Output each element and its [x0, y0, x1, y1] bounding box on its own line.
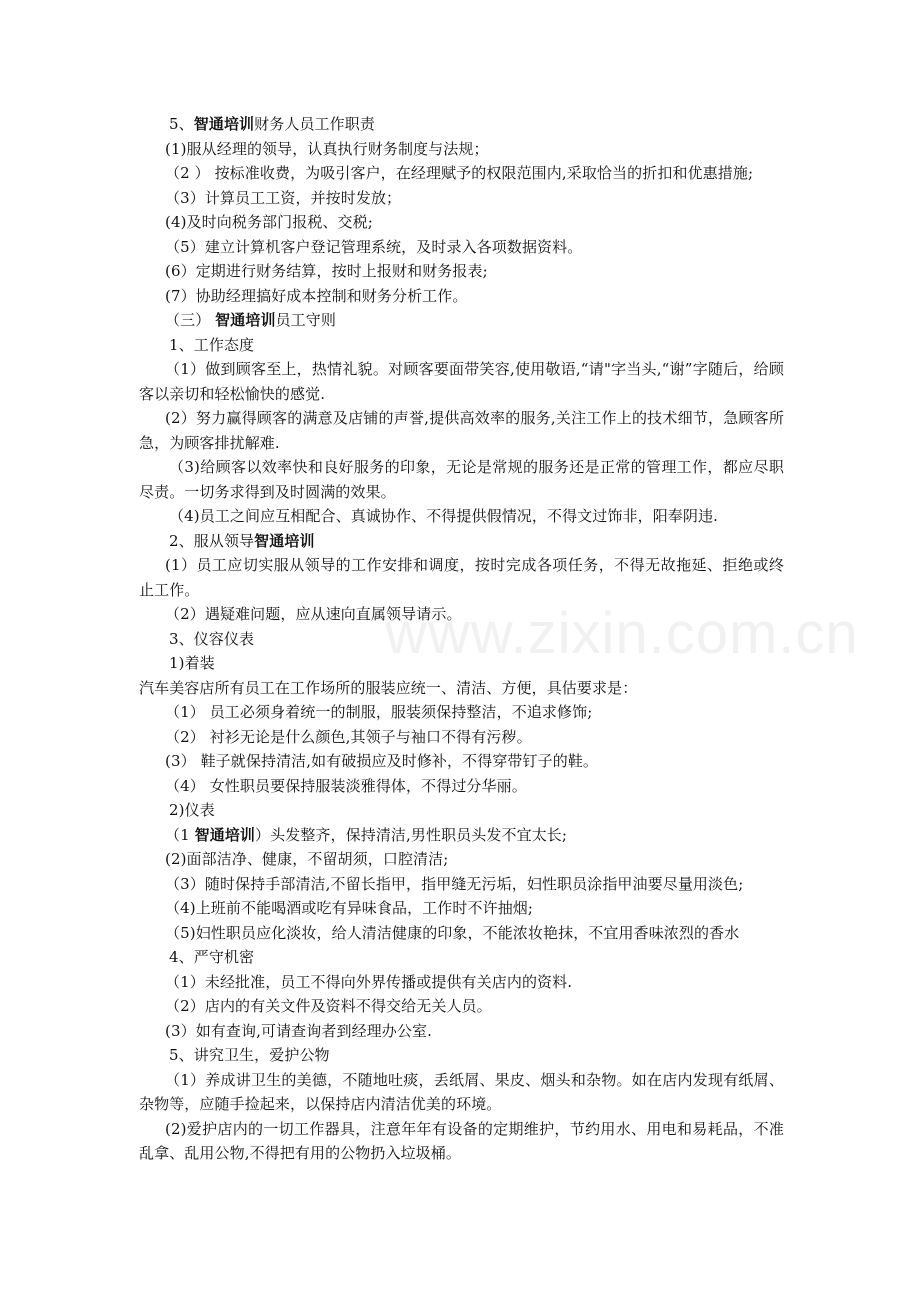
paragraph-text: （3)给顾客以效率快和良好服务的印象，无论是常规的服务还是正常的管理工作，都应尽职尽责。一切务求得到及时圆满的效果。	[139, 458, 784, 501]
paragraph-text: (3）如有查询,可请查询者到经理办公室.	[165, 1021, 432, 1040]
paragraph-text: 2、服从领导	[169, 531, 255, 550]
paragraph-text: （1）做到顾客至上，热情礼貌。对顾客要面带笑容,使用敬语,“请"字当头,“谢”字随后，给顾客以亲切和轻松愉快的感觉.	[139, 360, 784, 403]
paragraph	[139, 994, 784, 1019]
paragraph	[139, 798, 784, 823]
paragraph-text: （4)员工之间应互相配合、真诚协作、不得提供假情况，不得文过饰非，阳奉阴违.	[169, 507, 718, 525]
paragraph-text: （2）遇疑难问题，应从速向直属领导请示。	[165, 605, 462, 623]
paragraph-text: （2）店内的有关文件及资料不得交给无关人员。	[165, 997, 492, 1015]
paragraph	[139, 676, 784, 701]
paragraph	[139, 627, 784, 652]
bold-text: 智通培训	[215, 311, 276, 329]
paragraph	[139, 1019, 784, 1044]
paragraph-text: 4、严守机密	[169, 948, 255, 966]
paragraph	[139, 1043, 784, 1068]
paragraph	[139, 700, 784, 725]
paragraph	[139, 186, 784, 211]
paragraph-text: （3）随时保持手部清洁,不留长指甲，指甲缝无污垢，妇性职员涂指甲油要尽量用淡色;	[165, 874, 744, 893]
paragraph	[139, 847, 784, 872]
paragraph-text: 5、	[169, 115, 194, 133]
paragraph	[139, 872, 784, 897]
paragraph	[139, 308, 784, 333]
paragraph	[139, 504, 784, 529]
paragraph-text: (2)面部洁净、健康，不留胡须，口腔清洁;	[165, 850, 449, 868]
paragraph-text: （1） 员工必须身着统一的制服，服装须保持整洁，不追求修饰;	[165, 703, 593, 721]
paragraph	[139, 921, 784, 946]
paragraph-text: (2)爱护店内的一切工作器具，注意年年有设备的定期维护，节约用水、用电和易耗品，不准乱拿、乱用公物,不得把有用的公物扔入垃圾桶。	[139, 1119, 784, 1162]
paragraph-text: （4） 女性职员要保持服装淡雅得体，不得过分华丽。	[165, 776, 527, 795]
paragraph-text: 汽车美容店所有员工在工作场所的服装应统一、清洁、方便，具估要求是：	[139, 678, 638, 697]
paragraph-text: (7）协助经理搞好成本控制和财务分析工作。	[165, 286, 468, 305]
paragraph	[139, 774, 784, 799]
paragraph	[139, 651, 784, 676]
paragraph	[139, 137, 784, 162]
paragraph-text: (1)服从经理的领导，认真执行财务制度与法规；	[165, 139, 489, 158]
paragraph-text: （三）	[165, 311, 216, 329]
paragraph	[139, 945, 784, 970]
paragraph	[139, 284, 784, 309]
paragraph-text: 员工守则	[275, 311, 336, 329]
paragraph-text: （2 ） 按标准收费，为吸引客户，在经理赋予的权限范围内,采取恰当的折扣和优惠措施;	[165, 164, 754, 182]
paragraph-text: (6）定期进行财务结算，按时上报财和财务报表;	[165, 262, 488, 280]
paragraph	[139, 1068, 784, 1117]
paragraph-text: 2)仪表	[169, 801, 215, 819]
paragraph-text: （4)上班前不能喝酒或吃有异味食品，工作时不许抽烟;	[165, 899, 534, 917]
bold-text: 智通培训	[254, 531, 315, 550]
paragraph	[139, 357, 784, 406]
paragraph	[139, 333, 784, 358]
paragraph-text: 5、讲究卫生，爱护公物	[169, 1046, 330, 1064]
paragraph	[139, 210, 784, 235]
bold-text: 智通培训	[194, 825, 256, 844]
paragraph	[139, 725, 784, 750]
paragraph	[139, 161, 784, 186]
paragraph-text: ）头发整齐，保持清洁,男性职员头发不宜太长;	[255, 825, 568, 844]
paragraph	[139, 112, 784, 137]
paragraph	[139, 602, 784, 627]
paragraph-text: (1）员工应切实服从领导的工作安排和调度，按时完成各项任务，不得无故拖延、拒绝或终止工作。	[139, 556, 784, 599]
paragraph	[139, 1117, 784, 1166]
paragraph-text: (3） 鞋子就保持清洁,如有破损应及时修补，不得穿带钉子的鞋。	[165, 752, 599, 770]
paragraph-text: （1	[165, 825, 195, 844]
paragraph	[139, 406, 784, 455]
paragraph	[139, 749, 784, 774]
paragraph	[139, 529, 784, 554]
document-body	[139, 112, 784, 1166]
paragraph-text: 1)着装	[169, 654, 215, 672]
paragraph-text: （3）计算员工工资，并按时发放；	[165, 188, 402, 207]
paragraph-text: （2） 衬衫无论是什么颜色,其领子与袖口不得有污秽。	[165, 727, 532, 746]
paragraph	[139, 970, 784, 995]
paragraph	[139, 235, 784, 260]
paragraph-text: 3、仪容仪表	[169, 629, 255, 648]
bold-text: 智通培训	[193, 115, 255, 133]
paragraph	[139, 259, 784, 284]
paragraph	[139, 896, 784, 921]
paragraph-text: 财务人员工作职责	[254, 115, 375, 133]
paragraph	[139, 553, 784, 602]
paragraph-text: （5）建立计算机客户登记管理系统，及时录入各项数据资料。	[165, 237, 583, 256]
paragraph	[139, 455, 784, 504]
paragraph-text: 1、工作态度	[169, 335, 255, 354]
paragraph-text: (4)及时向税务部门报税、交税;	[165, 213, 373, 231]
paragraph-text: （5)妇性职员应化淡妆，给人清洁健康的印象，不能浓妆艳抹，不宜用香味浓烈的香水	[165, 923, 740, 942]
paragraph-text: (2）努力赢得顾客的满意及店铺的声誉,提供高效率的服务,关注工作上的技术细节，急顾客所急，为顾客排扰解难.	[139, 409, 784, 452]
watermark: www.zixin.com.cn	[385, 601, 859, 666]
paragraph-text: （1）未经批准，员工不得向外界传播或提供有关店内的资料.	[165, 972, 573, 991]
paragraph-text: （1）养成讲卫生的美德，不随地吐痰，丢纸屑、果皮、烟头和杂物。如在店内发现有纸屑、杂物等，应随手捡起来，以保持店内清洁优美的环境。	[139, 1070, 784, 1113]
paragraph	[139, 823, 784, 848]
